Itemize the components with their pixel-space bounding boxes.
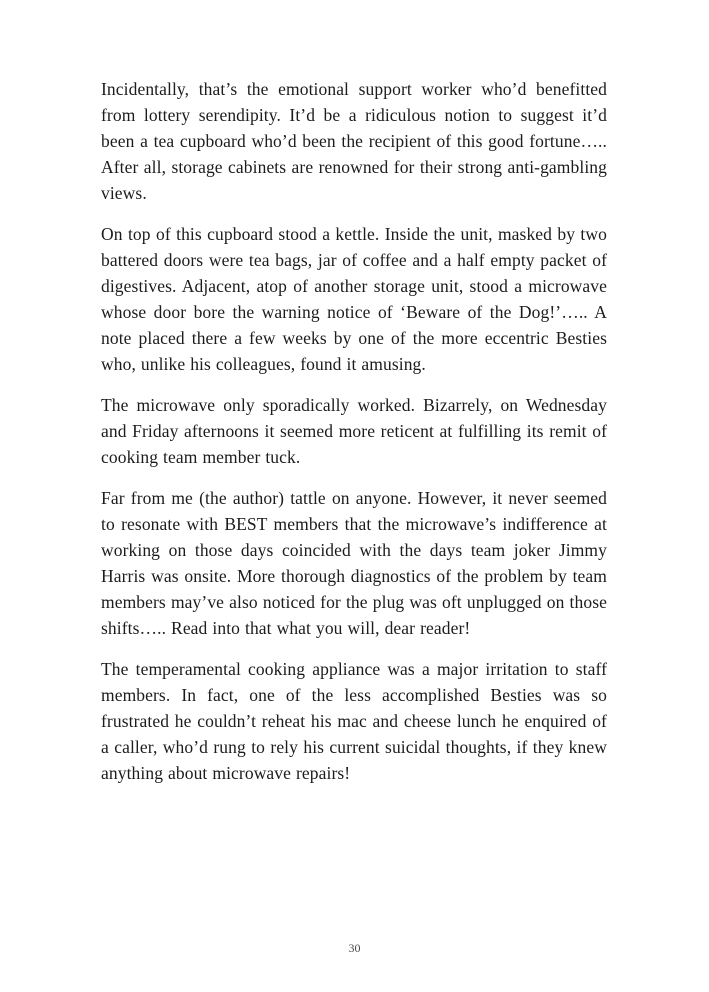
paragraph: The temperamental cooking appliance was a major irritation to staff members. In fact, one of the less accomplished Besties was so frustrated he couldn’t reheat his mac and cheese lunch he enquired of a caller, who’d rung to rely his current suicidal thoughts, if they knew anything about microwave repairs!: [101, 659, 607, 783]
paragraph: On top of this cupboard stood a kettle. Inside the unit, masked by two battered doors were tea bags, jar of coffee and a half empty packet of digestives. Adjacent, atop of another storage unit, stood a microwave whose door bore the warning notice of ‘Beware of the Dog!’….. A note placed there a few weeks by one of the more eccentric Besties who, unlike his colleagues, found it amusing.: [101, 224, 607, 374]
page-number: 30: [348, 941, 361, 955]
paragraph: The microwave only sporadically worked. Bizarrely, on Wednesday and Friday afternoons it seemed more reticent at fulfilling its remit of cooking team member tuck.: [101, 395, 607, 467]
page-body: [101, 76, 607, 801]
paragraph: Far from me (the author) tattle on anyone. However, it never seemed to resonate with BEST members that the microwave’s indifference at working on those days coincided with the days team joker Jimmy Harris was onsite. More thorough diagnostics of the problem by team members may’ve also noticed for the plug was oft unplugged on those shifts….. Read into that what you will, dear reader!: [101, 488, 607, 638]
paragraph: Incidentally, that’s the emotional support worker who’d benefitted from lottery serendipity. It’d be a ridiculous notion to suggest it’d been a tea cupboard who’d been the recipient of this good fortune….. After all, storage cabinets are renowned for their strong anti-gambling views.: [101, 79, 607, 203]
